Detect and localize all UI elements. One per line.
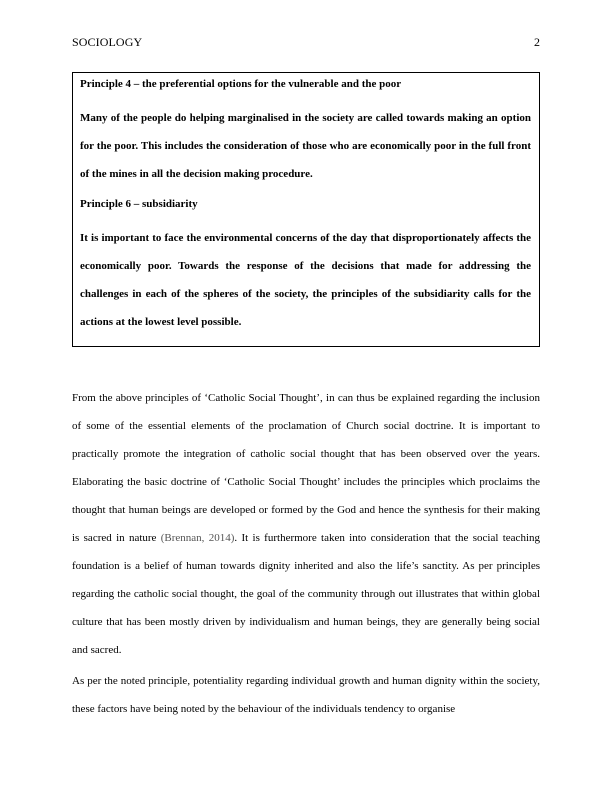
- principle-4-heading: Principle 4 – the preferential options for the vulnerable and the poor: [80, 78, 402, 90]
- paragraph-1-text-end: . It is furthermore taken into consideration that the social teaching foundation is a belief of human towards dignity inherited and also the life’s sanctity. As per principles regarding the catholic social thought, the goal of the community through out illustrates that within global culture that has been mostly driven by individualism and human beings, they are generally being social and sacred.: [72, 532, 540, 656]
- citation: (Brennan, 2014): [160, 532, 235, 544]
- principle-6-heading: Principle 6 – subsidiarity: [80, 198, 198, 210]
- page-header: [72, 34, 540, 50]
- body-text: [72, 384, 540, 723]
- paragraph-1-text-start: From the above principles of ‘Catholic Social Thought’, in can thus be explained regarding the inclusion of some of the essential elements of the proclamation of Church social doctrine. It is important to practically promote the integration of catholic social thought that has been observed over the years. Elaborating the basic doctrine of ‘Catholic Social Thought’ includes the principles which proclaims the thought that human beings are developed or formed by the God and hence the synthesis for their making is sacred in nature: [72, 392, 540, 544]
- page-number: 2: [534, 35, 540, 49]
- principles-box: [72, 72, 540, 347]
- body-paragraph-2: As per the noted principle, potentiality regarding individual growth and human dignity within the society, these factors have being noted by the behaviour of the individuals tendency to organise: [72, 675, 540, 715]
- running-head: SOCIOLOGY: [72, 35, 143, 49]
- principle-4-text: Many of the people do helping marginalised in the society are called towards making an option for the poor. This includes the consideration of those who are economically poor in the full front of the mines in all the decision making procedure.: [80, 112, 531, 180]
- principle-6-text: It is important to face the environmental concerns of the day that disproportionately affects the economically poor. Towards the response of the decisions that made for addressing the challenges in each of the spheres of the society, the principles of the subsidiarity calls for the actions at the lowest level possible.: [80, 232, 531, 328]
- body-paragraph-1: [72, 384, 540, 664]
